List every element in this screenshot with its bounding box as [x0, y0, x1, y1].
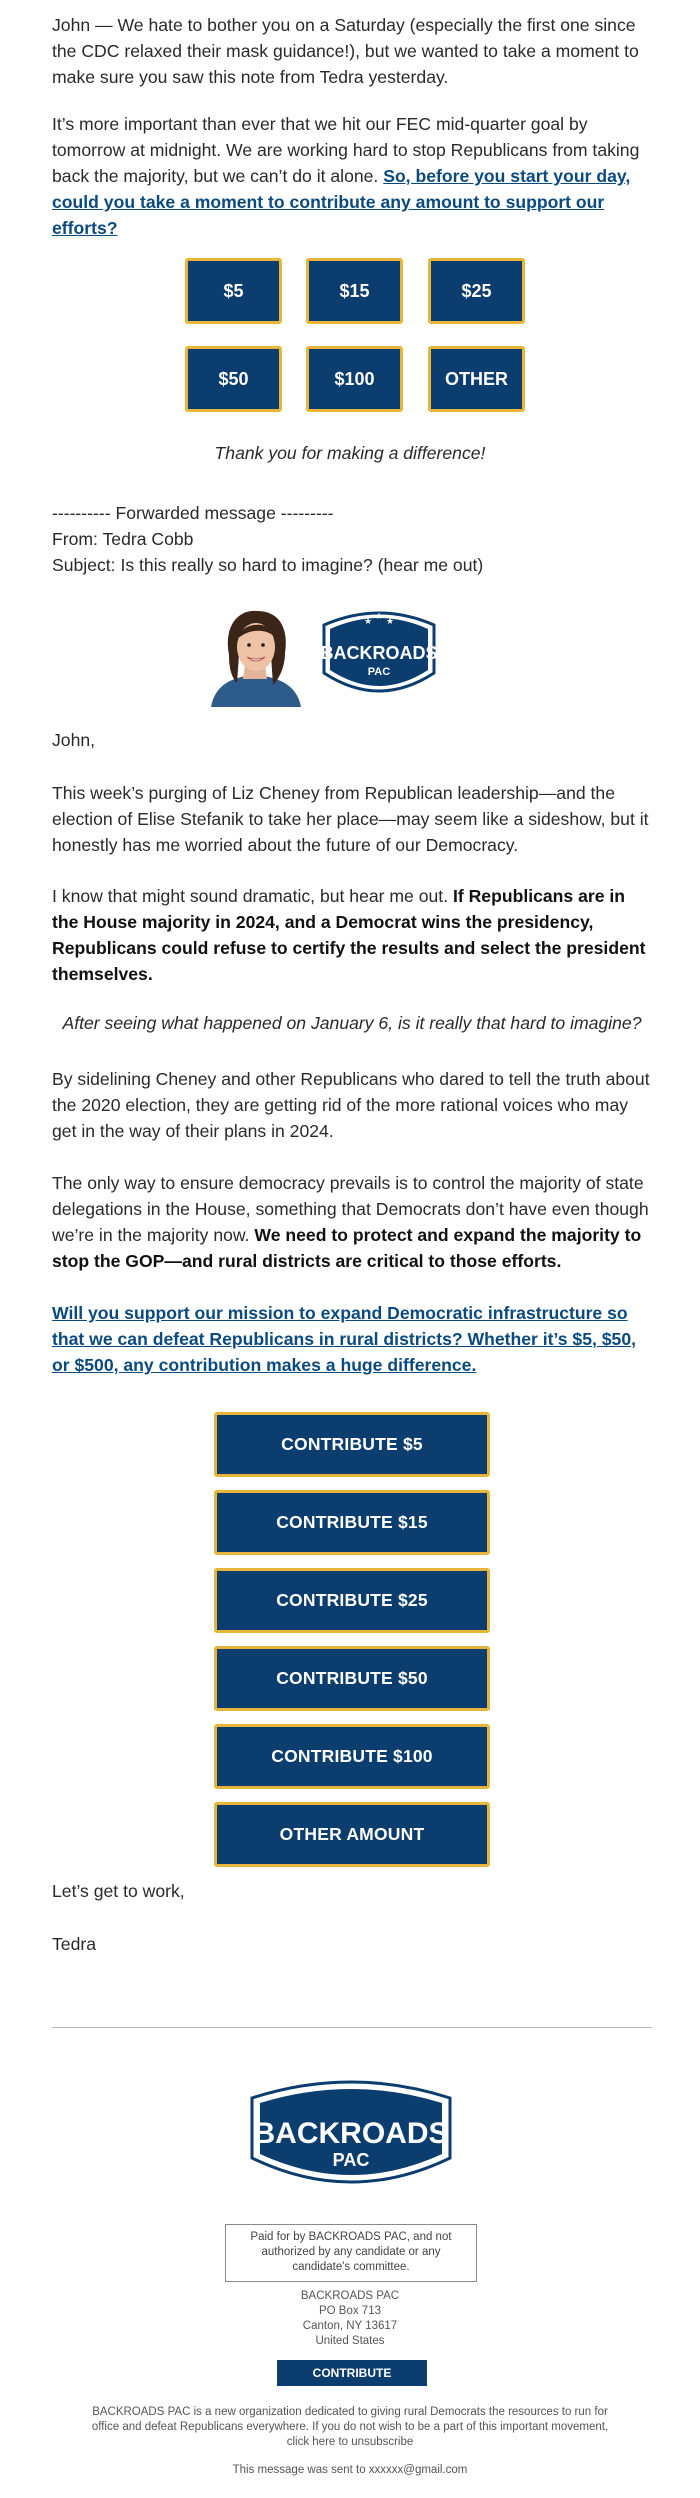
contribute-50-button[interactable]: CONTRIBUTE $50: [214, 1646, 490, 1711]
letter-paragraph-ask: [52, 1300, 652, 1378]
contribute-15-button[interactable]: CONTRIBUTE $15: [214, 1490, 490, 1555]
backroads-pac-logo-small: [318, 603, 440, 707]
letter-greeting: John,: [52, 730, 96, 750]
letter-paragraph-delegations: [52, 1170, 652, 1274]
amount-button-100[interactable]: $100: [306, 346, 403, 412]
paid-for-disclaimer: Paid for by BACKROADS PAC, and not authorized by any candidate or any candidate's committee.: [225, 2224, 477, 2282]
letter-signature: Tedra: [52, 1934, 97, 1954]
contribute-any-amount-link[interactable]: So, before you start your day, could you take a moment to contribute any amount to support our efforts?: [52, 166, 631, 238]
forwarded-subject: Subject: Is this really so hard to imagine? (hear me out): [52, 555, 484, 575]
intro-goal-text: It’s more important than ever that we hit our FEC mid-quarter goal by tomorrow at midnight. We are working hard to stop Republicans from taking back the majority, but we can’t do it alone.: [52, 114, 640, 186]
amount-button-50[interactable]: $50: [185, 346, 282, 412]
letter-paragraph-cheney: This week’s purging of Liz Cheney from Republican leadership—and the election of Elise Stefanik to take her place—may seem like a sideshow, but it honestly has me worried about the future of our Democracy.: [52, 783, 649, 855]
letter-closing: Let’s get to work,: [52, 1881, 185, 1901]
logo-large-word: BACKROADS: [253, 2117, 449, 2150]
contribute-5-button[interactable]: CONTRIBUTE $5: [214, 1412, 490, 1477]
logo-small-word: BACKROADS: [320, 643, 438, 663]
forwarded-from: From: Tedra Cobb: [52, 529, 194, 549]
forwarded-divider-text: ---------- Forwarded message ---------: [52, 503, 334, 523]
thank-you-note: Thank you for making a difference!: [214, 443, 486, 463]
intro-goal-paragraph: [52, 111, 652, 241]
svg-text:★: ★: [375, 612, 384, 622]
amount-button-other[interactable]: OTHER: [428, 346, 525, 412]
svg-text:★: ★: [364, 617, 373, 627]
footer-contribute-button[interactable]: CONTRIBUTE: [277, 2360, 427, 2386]
contribute-100-button[interactable]: CONTRIBUTE $100: [214, 1724, 490, 1789]
footer-divider: [52, 2027, 652, 2028]
other-amount-button[interactable]: OTHER AMOUNT: [214, 1802, 490, 1867]
amount-button-15[interactable]: $15: [306, 258, 403, 324]
delegations-text: The only way to ensure democracy prevails is to control the majority of state delegations in the House, something that Democrats don’t have even though we’re in the majority now.: [52, 1173, 649, 1245]
logo-small-pac: PAC: [367, 666, 391, 678]
address-country: United States: [315, 2335, 385, 2347]
delegations-bold: We need to protect and expand the majority to stop the GOP—and rural districts are critical to those efforts.: [52, 1225, 642, 1271]
contribute-25-button[interactable]: CONTRIBUTE $25: [214, 1568, 490, 1633]
letter-paragraph-sidelining: By sidelining Cheney and other Republicans who dared to tell the truth about the 2020 election, they are getting rid of the more rational voices who may get in the way of their plans in 2024.: [52, 1069, 650, 1141]
dramatic-text: I know that might sound dramatic, but hear me out.: [52, 886, 453, 906]
backroads-pac-logo-large: [246, 2070, 456, 2200]
svg-text:★: ★: [386, 617, 395, 627]
intro-paragraph: John — We hate to bother you on a Saturday (especially the first one since the CDC relaxed their mask guidance!), but we wanted to take a moment to make sure you saw this note from Tedra yesterday.: [52, 15, 639, 87]
tedra-photo: [201, 605, 309, 707]
letter-paragraph-dramatic: [52, 883, 652, 987]
address-org: BACKROADS PAC: [300, 2290, 400, 2302]
amount-button-25[interactable]: $25: [428, 258, 525, 324]
address-city: Canton, NY 13617: [302, 2320, 398, 2332]
support-mission-link[interactable]: Will you support our mission to expand Democratic infrastructure so that we can defeat Republicans in rural districts? Whether it’s $5, $50, or $500, any contribution makes a huge difference.: [52, 1303, 637, 1375]
about-unsubscribe-text[interactable]: BACKROADS PAC is a new organization dedicated to giving rural Democrats the resources to run for office and defeat Republicans everywhere. If you do not wish to be a part of this important movement, click here to unsubscribe: [91, 2406, 609, 2448]
mailing-address: [0, 2289, 700, 2349]
address-po-box: PO Box 713: [318, 2305, 381, 2317]
letter-quote: After seeing what happened on January 6, is it really that hard to imagine?: [62, 1013, 642, 1033]
amount-button-5[interactable]: $5: [185, 258, 282, 324]
logo-large-pac: PAC: [332, 2150, 370, 2170]
sent-to-notice: This message was sent to xxxxxx@gmail.com: [232, 2464, 468, 2476]
forwarded-header: [52, 500, 652, 578]
dramatic-bold: If Republicans are in the House majority in 2024, and a Democrat wins the presidency, Republicans could refuse to certify the results and select the president themselves.: [52, 886, 646, 984]
